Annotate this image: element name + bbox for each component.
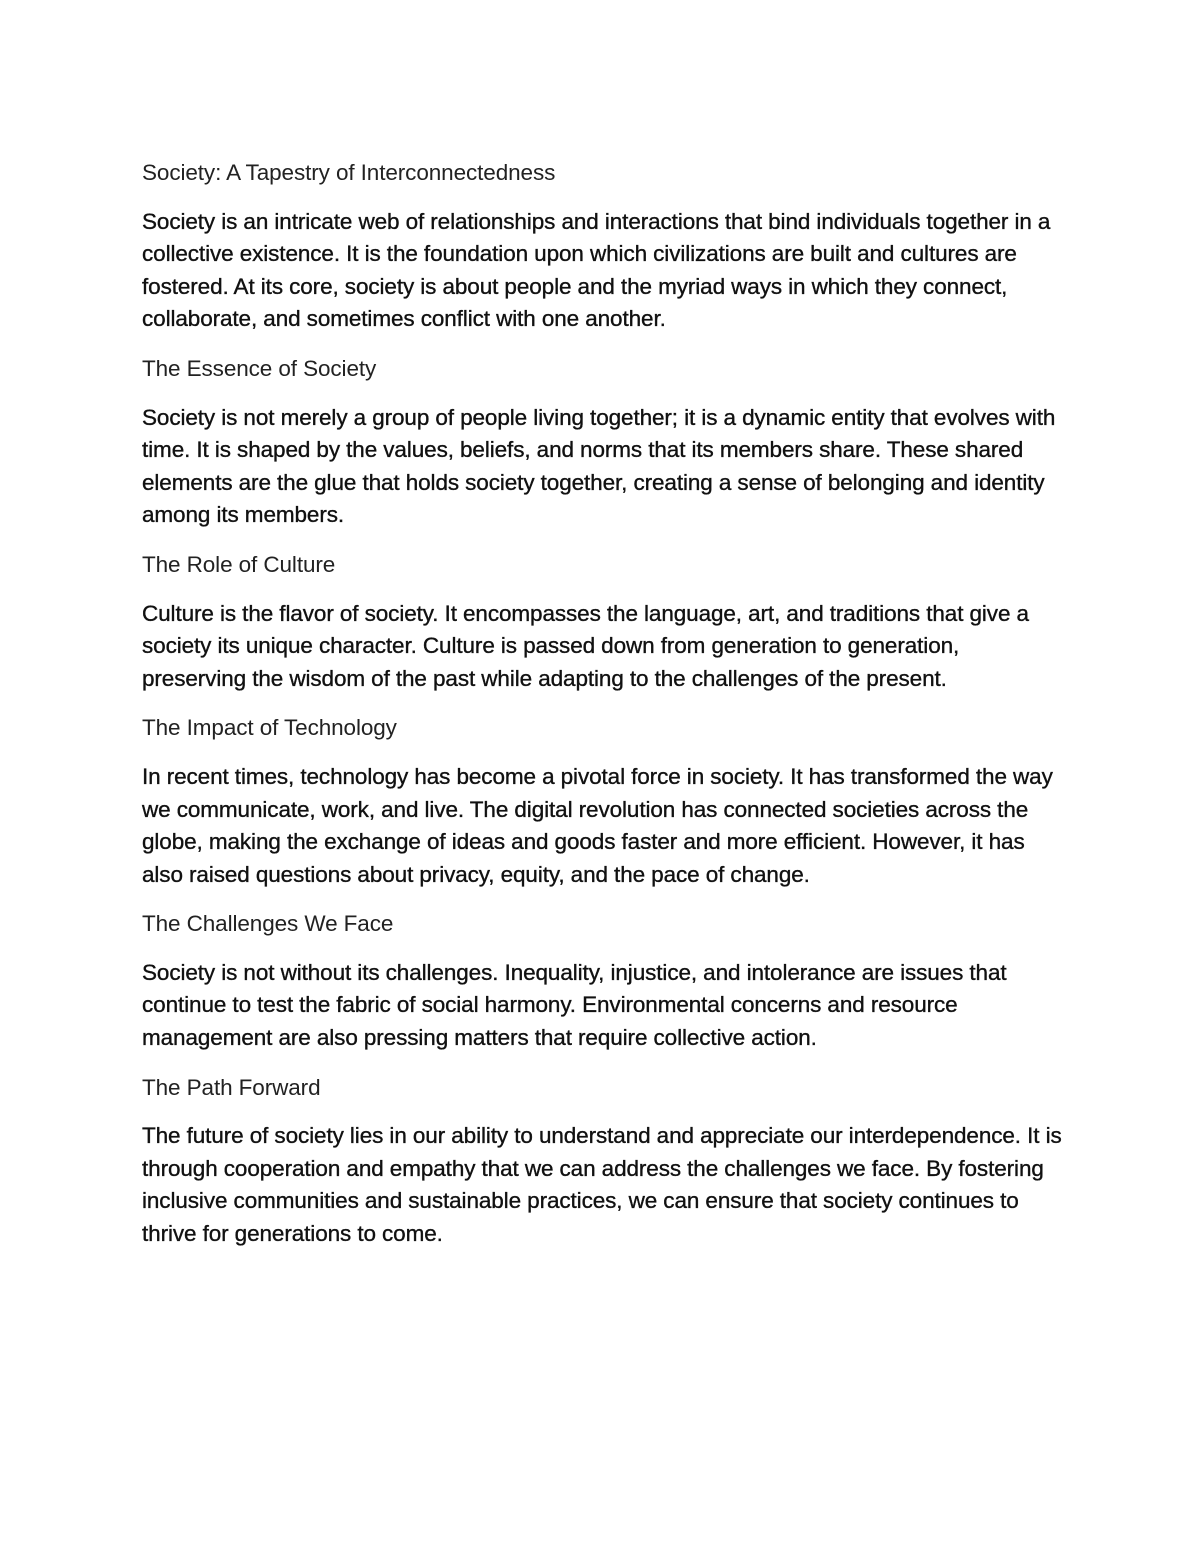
section-body-challenges: Society is not without its challenges. Inequality, injustice, and intolerance are issues that continue to test the fabric of social harmony. Environmental concerns and resource management are also pressing matters that require collective action.	[142, 959, 1007, 1051]
document-title: Society: A Tapestry of Interconnectedness	[142, 160, 556, 185]
section-heading-technology: The Impact of Technology	[142, 715, 397, 741]
document-content	[142, 157, 1067, 1268]
section-body-essence: Society is not merely a group of people living together; it is a dynamic entity that evolves with time. It is shaped by the values, beliefs, and norms that its members share. These shared elements are the glue that holds society together, creating a sense of belonging and identity among its members.	[142, 404, 1056, 528]
intro-paragraph: Society is an intricate web of relationships and interactions that bind individuals together in a collective existence. It is the foundation upon which civilizations are built and cultures are fostered. At its core, society is about people and the myriad ways in which they connect, collaborate, and sometimes conflict with one another.	[142, 208, 1051, 332]
section-heading-essence: The Essence of Society	[142, 355, 377, 381]
section-heading-challenges: The Challenges We Face	[142, 911, 394, 937]
section-body-path-forward: The future of society lies in our ability to understand and appreciate our interdependence. It is through cooperation and empathy that we can address the challenges we face. By fostering inclusive communities and sustainable practices, we can ensure that society continues to thrive for generations to come.	[142, 1123, 1062, 1247]
section-heading-culture: The Role of Culture	[142, 551, 336, 577]
section-body-culture: Culture is the flavor of society. It encompasses the language, art, and traditions that give a society its unique character. Culture is passed down from generation to generation, preserving the wisdom of the past while adapting to the challenges of the present.	[142, 600, 1029, 691]
section-heading-path-forward: The Path Forward	[142, 1074, 321, 1100]
section-body-technology: In recent times, technology has become a pivotal force in society. It has transformed the way we communicate, work, and live. The digital revolution has connected societies across the globe, making the exchange of ideas and goods faster and more efficient. However, it has also raised questions about privacy, equity, and the pace of change.	[142, 763, 1053, 887]
